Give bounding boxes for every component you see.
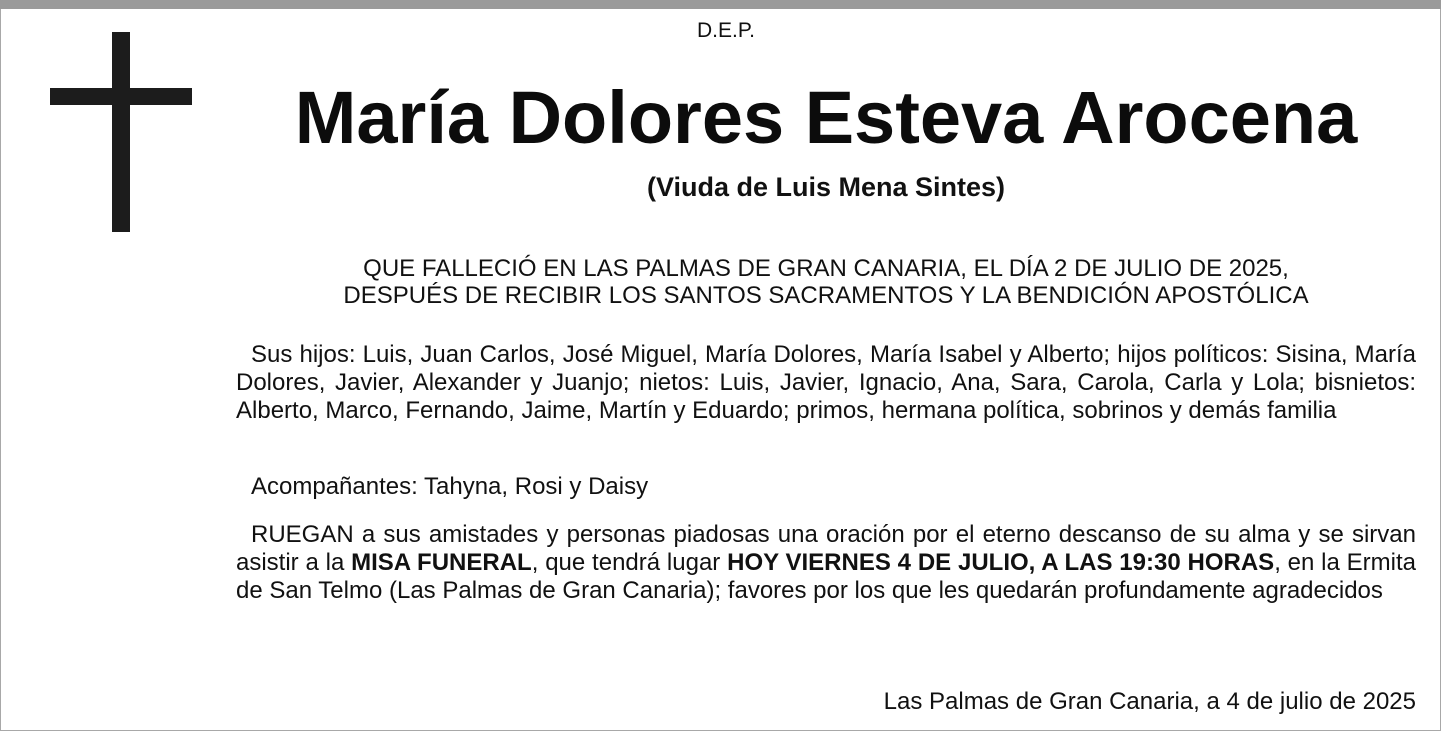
request-text-part-3: , en la Ermita de San Telmo (Las Palmas de Gran Canaria); favores por los que les quedarán profundamente agradecidos (236, 549, 1417, 604)
service-datetime: HOY VIERNES 4 DE JULIO, A LAS 19:30 HORAS (727, 549, 1275, 576)
service-name: MISA FUNERAL (351, 549, 532, 576)
companions-paragraph: Acompañantes: Tahyna, Rosi y Daisy (251, 473, 649, 500)
place-and-date: Las Palmas de Gran Canaria, a 4 de julio de 2025 (883, 688, 1416, 715)
dep-heading: D.E.P. (697, 19, 755, 42)
death-announcement (236, 255, 1416, 309)
deceased-name: María Dolores Esteva Arocena (294, 76, 1358, 159)
request-paragraph (236, 521, 1416, 605)
cross-vertical-beam (112, 32, 130, 232)
request-text-part-2: , que tendrá lugar (531, 549, 728, 576)
widow-of-subtitle: (Viuda de Luis Mena Sintes) (646, 172, 1006, 202)
cross-horizontal-beam (50, 88, 192, 105)
request-text-part-1: RUEGAN a sus amistades y personas piadosas una oración por el eterno descanso de su alma y se sirvan asistir a la (236, 521, 1416, 576)
top-bar (0, 0, 1441, 9)
announcement-line-1: QUE FALLECIÓ EN LAS PALMAS DE GRAN CANARIA, EL DÍA 2 DE JULIO DE 2025, (363, 255, 1289, 282)
family-paragraph: Sus hijos: Luis, Juan Carlos, José Miguel, María Dolores, María Isabel y Alberto; hijos políticos: Sisina, María Dolores, Javier, Alexander y Juanjo; nietos: Luis, Javier, Ignacio, Ana, Sara, Carola, Carla y Lola; bisnietos: Alberto, Marco, Fernando, Jaime, Martín y Eduardo; primos, hermana política, sobrinos y demás familia (236, 341, 1416, 424)
announcement-line-2: DESPUÉS DE RECIBIR LOS SANTOS SACRAMENTOS Y LA BENDICIÓN APOSTÓLICA (343, 282, 1309, 309)
